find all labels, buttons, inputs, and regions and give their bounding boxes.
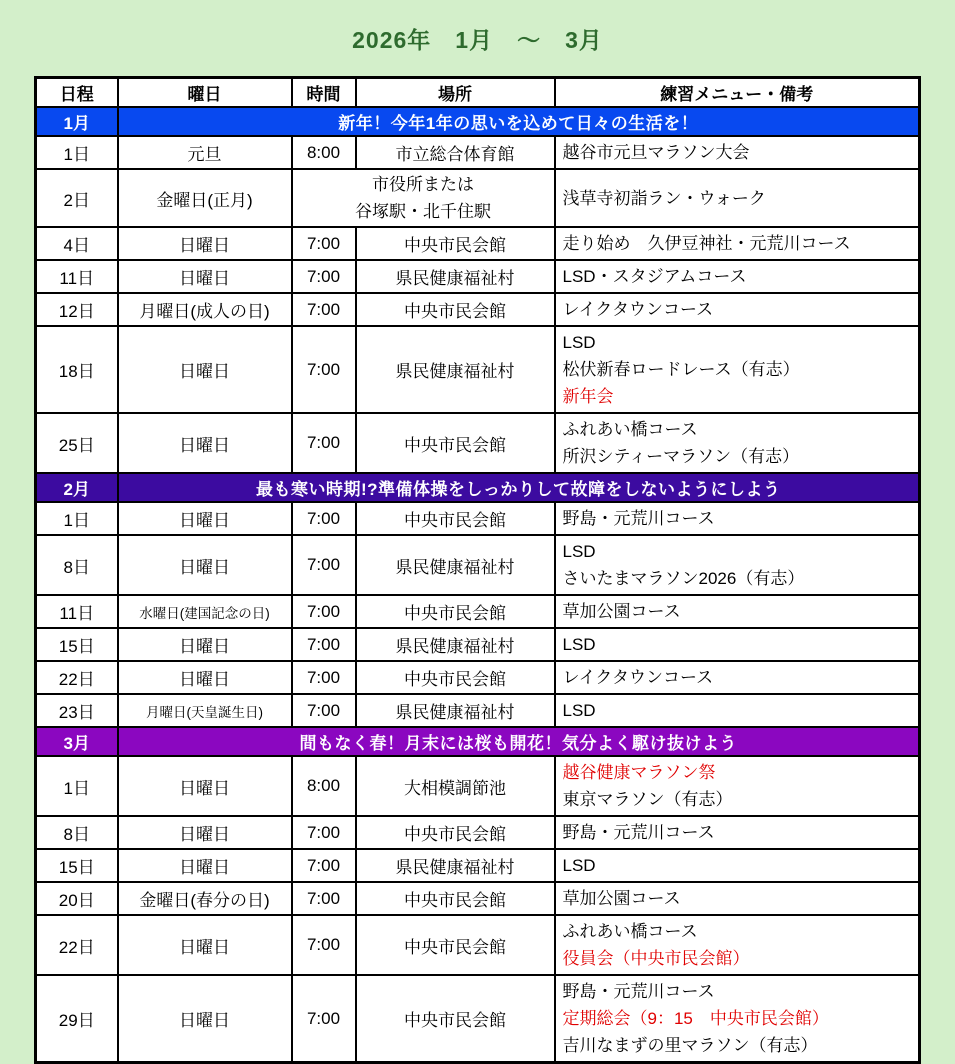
time-cell: 7:00: [292, 628, 356, 661]
schedule-row: [36, 595, 920, 628]
note-line: LSD: [562, 333, 596, 352]
time-place-cell: [292, 169, 555, 227]
weekday-cell: 日曜日: [118, 915, 292, 975]
note-line: 越谷市元旦マラソン大会: [562, 143, 750, 162]
weekday-cell: 元旦: [118, 136, 292, 169]
schedule-row: [36, 661, 920, 694]
notes-cell: [555, 915, 920, 975]
place-cell: 中央市民会館: [356, 882, 555, 915]
notes-cell: [555, 849, 920, 882]
note-line: LSD: [562, 635, 596, 654]
note-line: ふれあい橋コース: [562, 922, 698, 941]
date-cell: 25日: [36, 413, 118, 473]
place-cell: 県民健康福祉村: [356, 326, 555, 413]
note-line: LSD・スタジアムコース: [562, 267, 747, 286]
place-line: 谷塚駅・北千住駅: [355, 202, 491, 221]
weekday-cell: 日曜日: [118, 661, 292, 694]
date-cell: 2日: [36, 169, 118, 227]
weekday-cell: 日曜日: [118, 816, 292, 849]
month-header-row: [36, 473, 920, 502]
column-header-weekday: 曜日: [118, 78, 292, 108]
time-cell: 7:00: [292, 502, 356, 535]
date-cell: 1日: [36, 136, 118, 169]
notes-cell: [555, 535, 920, 595]
notes-cell: [555, 661, 920, 694]
time-cell: 7:00: [292, 816, 356, 849]
schedule-row: [36, 915, 920, 975]
weekday-cell: 日曜日: [118, 260, 292, 293]
notes-cell: [555, 502, 920, 535]
date-cell: 20日: [36, 882, 118, 915]
schedule-row: [36, 849, 920, 882]
notes-cell: [555, 326, 920, 413]
notes-cell: [555, 293, 920, 326]
schedule-row: [36, 756, 920, 816]
time-cell: 7:00: [292, 293, 356, 326]
schedule-row: [36, 502, 920, 535]
time-cell: 7:00: [292, 595, 356, 628]
note-line: 役員会（中央市民会館）: [562, 949, 750, 968]
note-line: LSD: [562, 542, 596, 561]
note-line: LSD: [562, 856, 596, 875]
table-header-row: [36, 78, 920, 108]
note-line: レイクタウンコース: [562, 668, 714, 687]
place-cell: 大相模調節池: [356, 756, 555, 816]
schedule-row: [36, 169, 920, 227]
time-cell: 7:00: [292, 694, 356, 727]
time-cell: 7:00: [292, 975, 356, 1063]
notes-cell: [555, 136, 920, 169]
notes-cell: [555, 413, 920, 473]
schedule-row: [36, 136, 920, 169]
notes-cell: [555, 816, 920, 849]
date-cell: 23日: [36, 694, 118, 727]
date-cell: 8日: [36, 816, 118, 849]
schedule-row: [36, 535, 920, 595]
place-cell: 県民健康福祉村: [356, 535, 555, 595]
weekday-cell: 金曜日(春分の日): [118, 882, 292, 915]
month-header-row: [36, 727, 920, 756]
schedule-row: [36, 260, 920, 293]
weekday-cell: 日曜日: [118, 756, 292, 816]
place-cell: 中央市民会館: [356, 595, 555, 628]
note-line: 野島・元荒川コース: [562, 509, 715, 528]
column-header-menu: 練習メニュー・備考: [555, 78, 920, 108]
time-cell: 8:00: [292, 756, 356, 816]
schedule-row: [36, 975, 920, 1063]
column-header-place: 場所: [356, 78, 555, 108]
place-cell: 市立総合体育館: [356, 136, 555, 169]
date-cell: 18日: [36, 326, 118, 413]
schedule-row: [36, 227, 920, 260]
date-cell: 22日: [36, 661, 118, 694]
time-cell: 7:00: [292, 260, 356, 293]
place-cell: 中央市民会館: [356, 915, 555, 975]
column-header-time: 時間: [292, 78, 356, 108]
place-cell: 県民健康福祉村: [356, 628, 555, 661]
notes-cell: [555, 595, 920, 628]
weekday-cell: 日曜日: [118, 535, 292, 595]
schedule-row: [36, 816, 920, 849]
time-cell: 7:00: [292, 915, 356, 975]
time-cell: 7:00: [292, 227, 356, 260]
schedule-row: [36, 882, 920, 915]
place-cell: 県民健康福祉村: [356, 694, 555, 727]
notes-cell: [555, 882, 920, 915]
notes-cell: [555, 227, 920, 260]
note-line: LSD: [562, 701, 596, 720]
place-cell: 中央市民会館: [356, 975, 555, 1063]
weekday-cell: 日曜日: [118, 326, 292, 413]
weekday-cell: 月曜日(成人の日): [118, 293, 292, 326]
schedule-row: [36, 293, 920, 326]
schedule-row: [36, 694, 920, 727]
weekday-cell: 日曜日: [118, 413, 292, 473]
date-cell: 29日: [36, 975, 118, 1063]
time-cell: 7:00: [292, 661, 356, 694]
schedule-row: [36, 413, 920, 473]
time-cell: 7:00: [292, 535, 356, 595]
place-cell: 中央市民会館: [356, 293, 555, 326]
note-line: 浅草寺初詣ラン・ウォーク: [562, 188, 766, 208]
note-line: 越谷健康マラソン祭: [562, 763, 716, 782]
weekday-cell: 金曜日(正月): [118, 169, 292, 227]
weekday-cell: 日曜日: [118, 849, 292, 882]
note-line: 草加公園コース: [562, 602, 681, 621]
month-message: 新年！今年1年の思いを込めて日々の生活を！: [118, 107, 920, 136]
date-cell: 15日: [36, 628, 118, 661]
month-label: 2月: [36, 473, 118, 502]
place-cell: 中央市民会館: [356, 502, 555, 535]
place-cell: 中央市民会館: [356, 227, 555, 260]
time-cell: 7:00: [292, 326, 356, 413]
note-line: 野島・元荒川コース: [562, 982, 715, 1001]
column-header-date: 日程: [36, 78, 118, 108]
schedule-row: [36, 628, 920, 661]
time-cell: 7:00: [292, 882, 356, 915]
note-line: 草加公園コース: [562, 889, 681, 908]
weekday-cell: 日曜日: [118, 628, 292, 661]
date-cell: 4日: [36, 227, 118, 260]
place-line: 市役所または: [372, 175, 474, 194]
month-header-row: [36, 107, 920, 136]
date-cell: 1日: [36, 756, 118, 816]
month-label: 1月: [36, 107, 118, 136]
place-cell: 県民健康福祉村: [356, 260, 555, 293]
weekday-cell: 日曜日: [118, 227, 292, 260]
note-line: 吉川なまずの里マラソン（有志）: [562, 1036, 818, 1055]
notes-cell: [555, 169, 920, 227]
weekday-cell: 水曜日(建国記念の日): [118, 595, 292, 628]
note-line: 走り始め 久伊豆神社・元荒川コース: [562, 234, 851, 253]
date-cell: 1日: [36, 502, 118, 535]
date-cell: 15日: [36, 849, 118, 882]
date-cell: 11日: [36, 260, 118, 293]
weekday-cell: 日曜日: [118, 502, 292, 535]
date-cell: 22日: [36, 915, 118, 975]
time-cell: 8:00: [292, 136, 356, 169]
weekday-cell: 日曜日: [118, 975, 292, 1063]
place-cell: 中央市民会館: [356, 413, 555, 473]
place-cell: 中央市民会館: [356, 816, 555, 849]
time-cell: 7:00: [292, 413, 356, 473]
time-cell: 7:00: [292, 849, 356, 882]
page-title: 2026年 1月 ～ 3月: [352, 27, 603, 53]
note-line: 松伏新春ロードレース（有志）: [562, 360, 800, 379]
note-line: 定期総会（9：15 中央市民会館）: [562, 1009, 829, 1028]
notes-cell: [555, 628, 920, 661]
note-line: 東京マラソン（有志）: [562, 790, 733, 809]
schedule-table: [34, 76, 921, 1064]
date-cell: 8日: [36, 535, 118, 595]
note-line: 新年会: [562, 387, 614, 406]
notes-cell: [555, 694, 920, 727]
month-message: 最も寒い時期!?準備体操をしっかりして故障をしないようにしよう: [118, 473, 920, 502]
notes-cell: [555, 260, 920, 293]
weekday-cell: 月曜日(天皇誕生日): [118, 694, 292, 727]
note-line: 所沢シティーマラソン（有志）: [562, 447, 800, 466]
month-label: 3月: [36, 727, 118, 756]
date-cell: 11日: [36, 595, 118, 628]
date-cell: 12日: [36, 293, 118, 326]
month-message: 間もなく春！月末には桜も開花！気分よく駆け抜けよう: [118, 727, 920, 756]
notes-cell: [555, 975, 920, 1063]
place-cell: 中央市民会館: [356, 661, 555, 694]
note-line: さいたまマラソン2026（有志）: [562, 569, 805, 588]
place-cell: 県民健康福祉村: [356, 849, 555, 882]
note-line: レイクタウンコース: [562, 300, 714, 319]
note-line: 野島・元荒川コース: [562, 823, 715, 842]
notes-cell: [555, 756, 920, 816]
schedule-row: [36, 326, 920, 413]
note-line: ふれあい橋コース: [562, 420, 698, 439]
